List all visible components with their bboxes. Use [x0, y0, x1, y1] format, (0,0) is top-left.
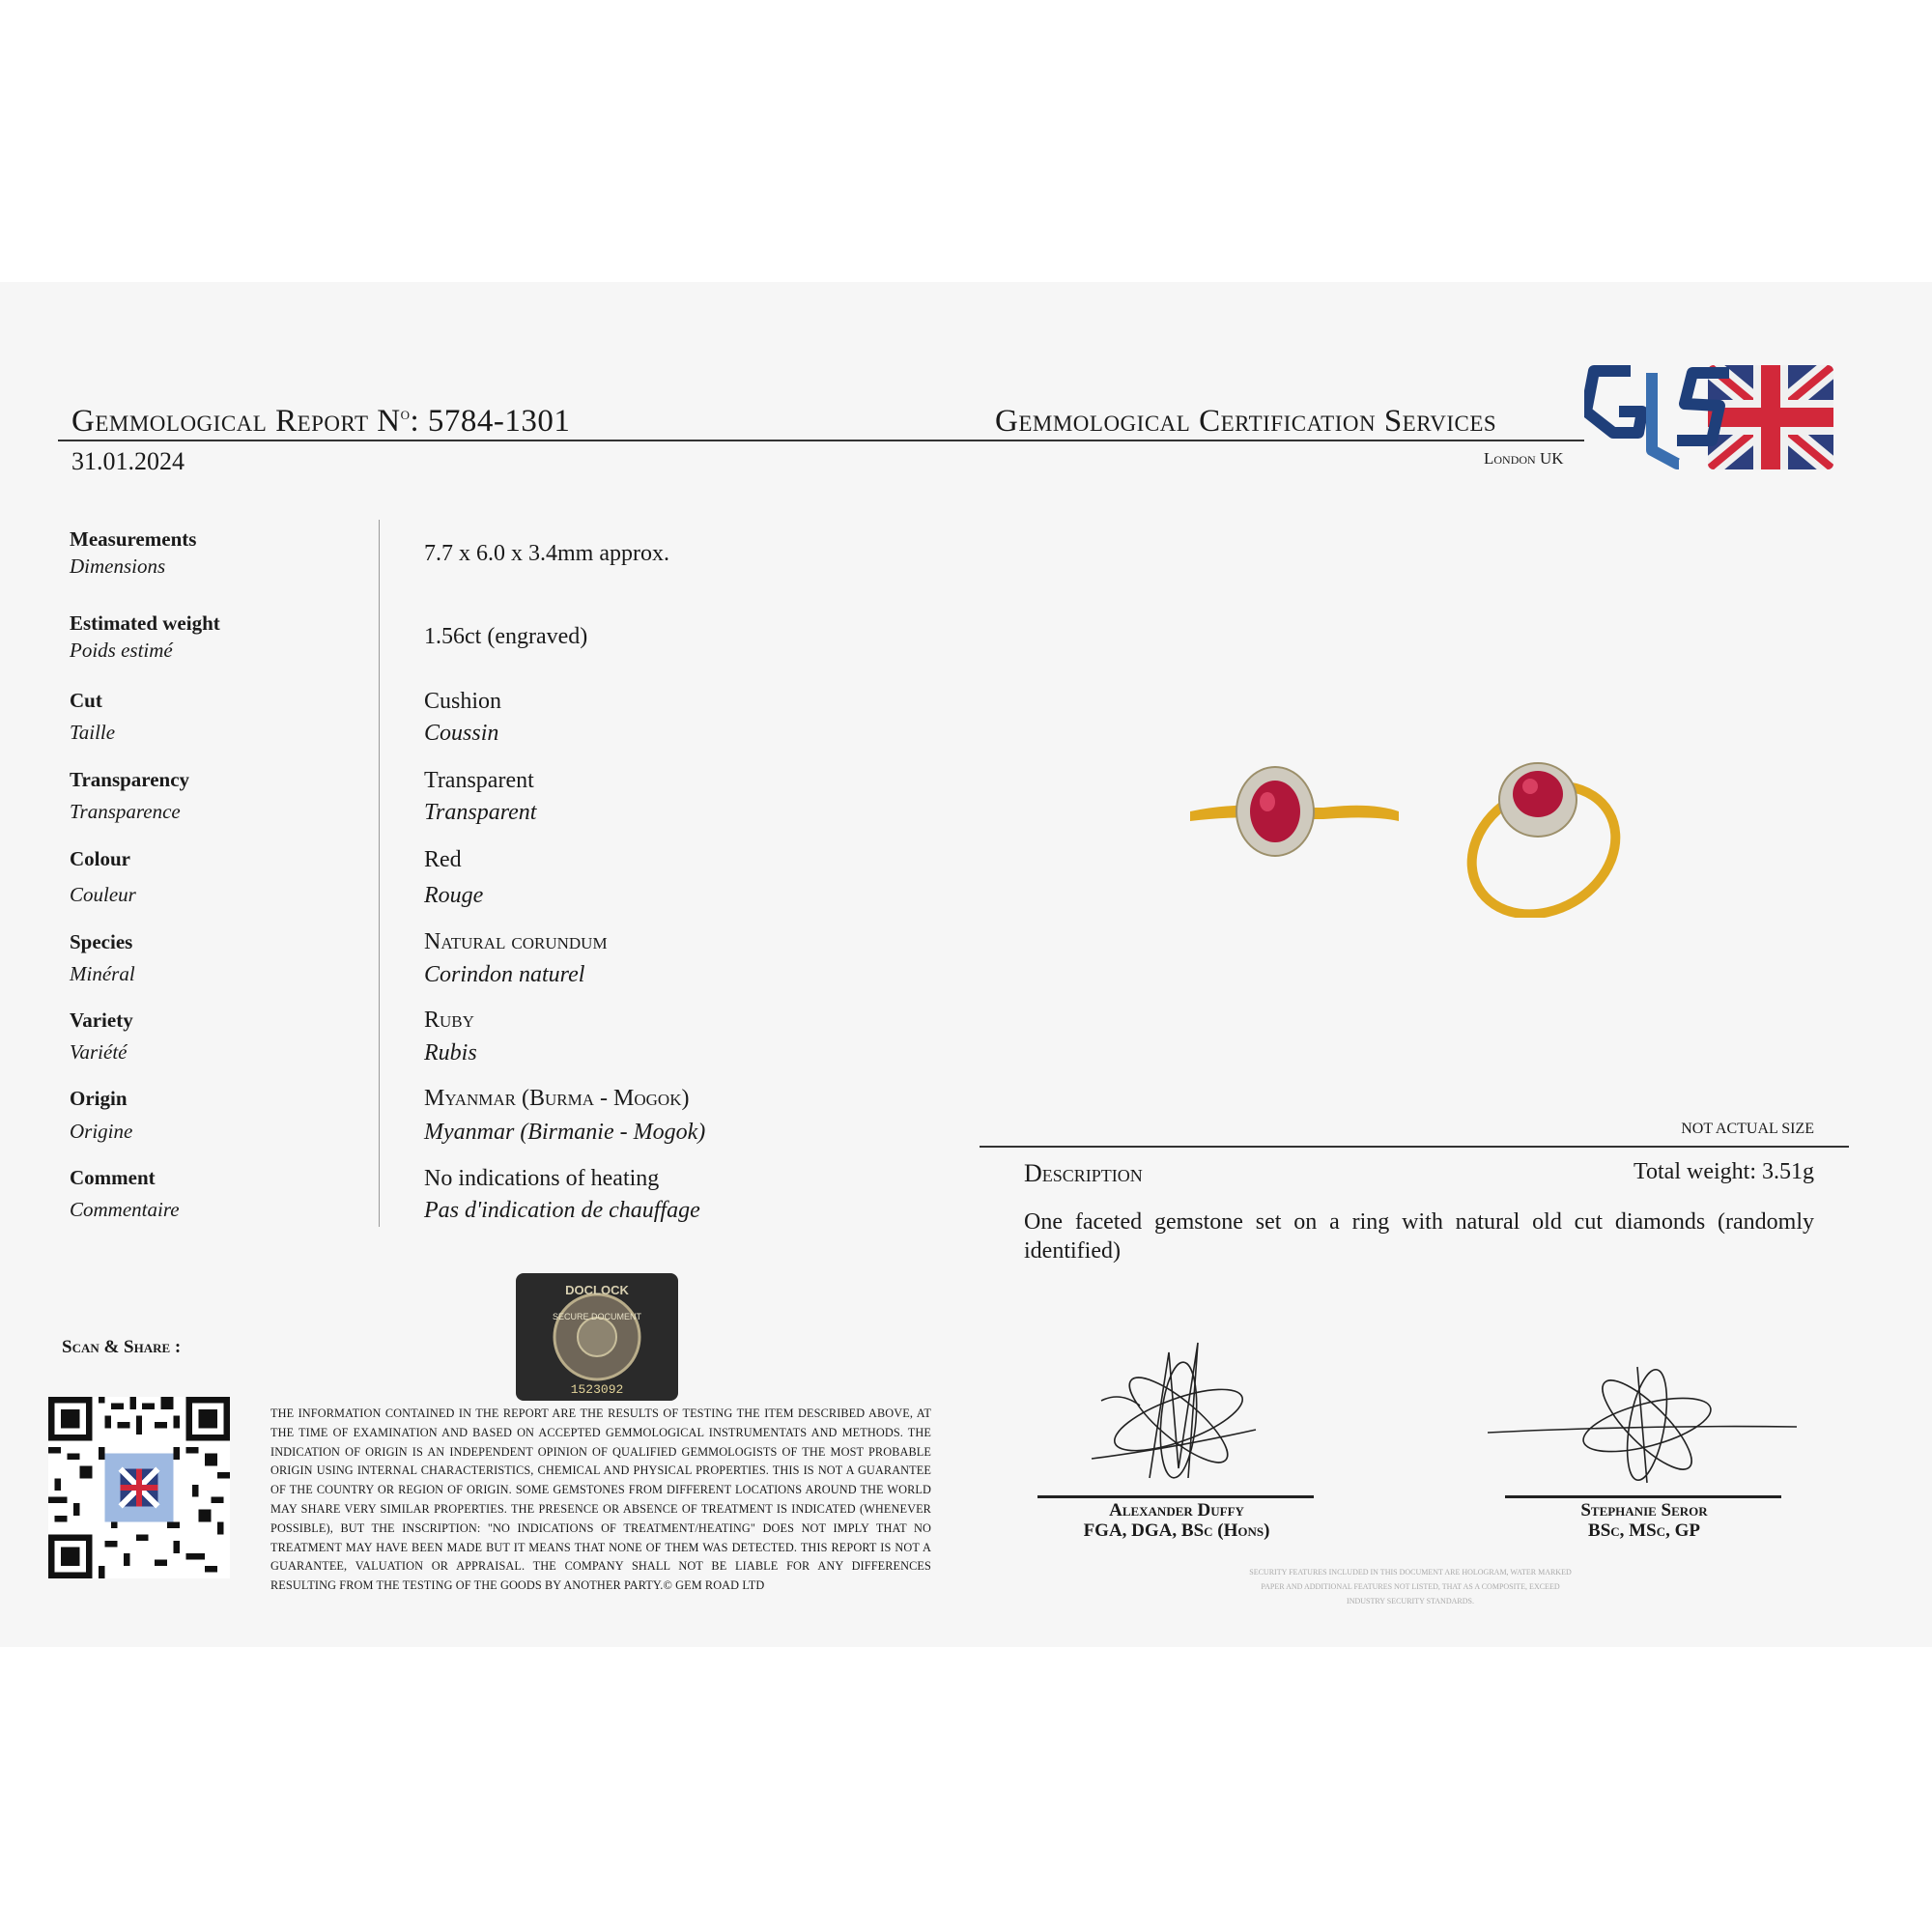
label-en: Cut — [70, 689, 102, 712]
label-en: Estimated weight — [70, 611, 220, 635]
union-jack-icon — [1708, 365, 1833, 469]
legal-disclaimer: THE INFORMATION CONTAINED IN THE REPORT ARE THE RESULTS OF TESTING THE ITEM DESCRIBED ABOVE, AT THE TIME OF EXAMINATION AND BASED ON ACCEPTED GEMMOLOGICAL INSTRUMENTATS AND METHODS. THE INDICATION OF ORIGIN IS AN INDEPENDENT OPINION OF QUALIFIED GEMMOLOGISTS OF THE MOST PROBABLE ORIGIN USING INTERNAL CHARACTERISTICS, CHEMICAL AND PHYSICAL PROPERTIES. THIS IS NOT A GUARANTEE OF THE COUNTRY OR REGION OF ORIGIN. SOME GEMSTONES FROM DIFFERENT LOCATIONS AROUND THE WORLD MAY SHARE VERY SIMILAR PROPERTIES. THE PRESENCE OR ABSENCE OF TREATMENT IS INDICATED (WHENEVER POSSIBLE), BUT THE INSCRIPTION: "NO INDICATIONS OF TREATMENT/HEATING" DOES NOT IMPLY THAT NO TREATMENT MAY HAVE BEEN MADE BUT IT MEANS THAT NONE OF THEM WAS DETECTED. THIS REPORT IS NOT A GUARANTEE, VALUATION OR APPRAISAL. THE COMPANY SHALL NOT BE LIABLE FOR ANY DIFFERENCES RESULTING FROM THE TESTING OF THE GOODS BY ANOTHER PARTY.© GEM ROAD LTD — [270, 1406, 931, 1593]
signatory-1 — [1032, 1500, 1321, 1541]
ring-angled-view-icon — [1448, 760, 1638, 918]
security-note: SECURITY FEATURES INCLUDED IN THIS DOCUMENT ARE HOLOGRAM, WATER MARKED PAPER AND ADDITIONAL FEATURES NOT LISTED, THAT AS A COMPOSITE, EXCEED INDUSTRY SECURITY STANDARDS. — [1249, 1568, 1572, 1605]
seal-serial: 1523092 — [570, 1382, 624, 1397]
column-divider — [379, 520, 380, 1227]
value-en: 1.56ct (engraved) — [424, 624, 588, 649]
description-rule — [980, 1146, 1849, 1148]
signatory-name: Stephanie Seror — [1580, 1500, 1708, 1520]
label-en: Colour — [70, 847, 130, 870]
value-en: No indications of heating — [424, 1166, 660, 1191]
signature-rule — [1505, 1495, 1781, 1498]
value-en: Natural corundum — [424, 929, 608, 954]
signatory-2 — [1499, 1500, 1789, 1541]
union-jack-icon — [121, 1469, 158, 1507]
description-text: One faceted gemstone set on a ring with natural old cut diamonds (randomly identified) — [1024, 1209, 1814, 1264]
scan-share-label: Scan & Share : — [62, 1337, 182, 1357]
label-fr: Commentaire — [70, 1198, 180, 1221]
value-fr: Coussin — [424, 721, 499, 746]
label-en: Variety — [70, 1009, 133, 1032]
label-en: Comment — [70, 1166, 156, 1189]
value-fr: Pas d'indication de chauffage — [424, 1198, 700, 1223]
value-fr: Myanmar (Birmanie - Mogok) — [424, 1120, 706, 1145]
not-actual-size-note: NOT ACTUAL SIZE — [1681, 1121, 1814, 1137]
company-city: London UK — [1484, 449, 1564, 468]
description-heading: Description — [1024, 1159, 1143, 1187]
label-fr: Dimensions — [70, 554, 166, 578]
ring-side-view-icon — [1190, 767, 1399, 856]
qr-code[interactable] — [48, 1397, 230, 1578]
label-en: Origin — [70, 1087, 128, 1110]
label-fr: Couleur — [70, 883, 136, 906]
label-fr: Transparence — [70, 800, 181, 823]
signature-rule — [1037, 1495, 1314, 1498]
total-weight: Total weight: 3.51g — [1634, 1159, 1814, 1184]
signatory-title: BSc, MSc, GP — [1588, 1520, 1700, 1541]
value-en: Myanmar (Burma - Mogok) — [424, 1086, 690, 1111]
seal-label: SECURE DOCUMENT — [552, 1312, 642, 1321]
value-fr: Rubis — [424, 1040, 477, 1065]
value-en: Cushion — [424, 689, 502, 714]
value-en: Ruby — [424, 1008, 474, 1033]
label-en: Species — [70, 930, 133, 953]
value-en: 7.7 x 6.0 x 3.4mm approx. — [424, 541, 669, 566]
value-fr: Rouge — [424, 883, 484, 908]
gcs-logo — [1584, 363, 1835, 471]
signatory-name: Alexander Duffy — [1109, 1500, 1244, 1520]
value-en: Transparent — [424, 768, 534, 793]
header-rule — [58, 440, 1584, 441]
label-en: Transparency — [70, 768, 190, 791]
value-en: Red — [424, 847, 462, 872]
value-fr: Transparent — [424, 800, 537, 825]
signature-alexander-duffy — [1034, 1333, 1323, 1488]
label-fr: Origine — [70, 1120, 133, 1143]
signatory-title: FGA, DGA, BSc (Hons) — [1083, 1520, 1270, 1541]
doclock-seal-icon — [516, 1273, 678, 1401]
company-name: Gemmological Certification Services — [995, 404, 1497, 439]
label-fr: Minéral — [70, 962, 135, 985]
label-en: Measurements — [70, 527, 197, 551]
label-fr: Taille — [70, 721, 116, 744]
ring-photos — [1179, 744, 1662, 918]
label-fr: Variété — [70, 1040, 128, 1064]
label-fr: Poids estimé — [70, 639, 173, 662]
report-title: Gemmological Report $N^o$: 5784-1301 — [71, 404, 571, 439]
seal-brand: DOCLOCK — [565, 1283, 629, 1297]
value-fr: Corindon naturel — [424, 962, 585, 987]
signature-stephanie-seror — [1488, 1357, 1806, 1488]
gcs-letters-icon — [1586, 371, 1729, 464]
report-date: 31.01.2024 — [71, 447, 185, 475]
